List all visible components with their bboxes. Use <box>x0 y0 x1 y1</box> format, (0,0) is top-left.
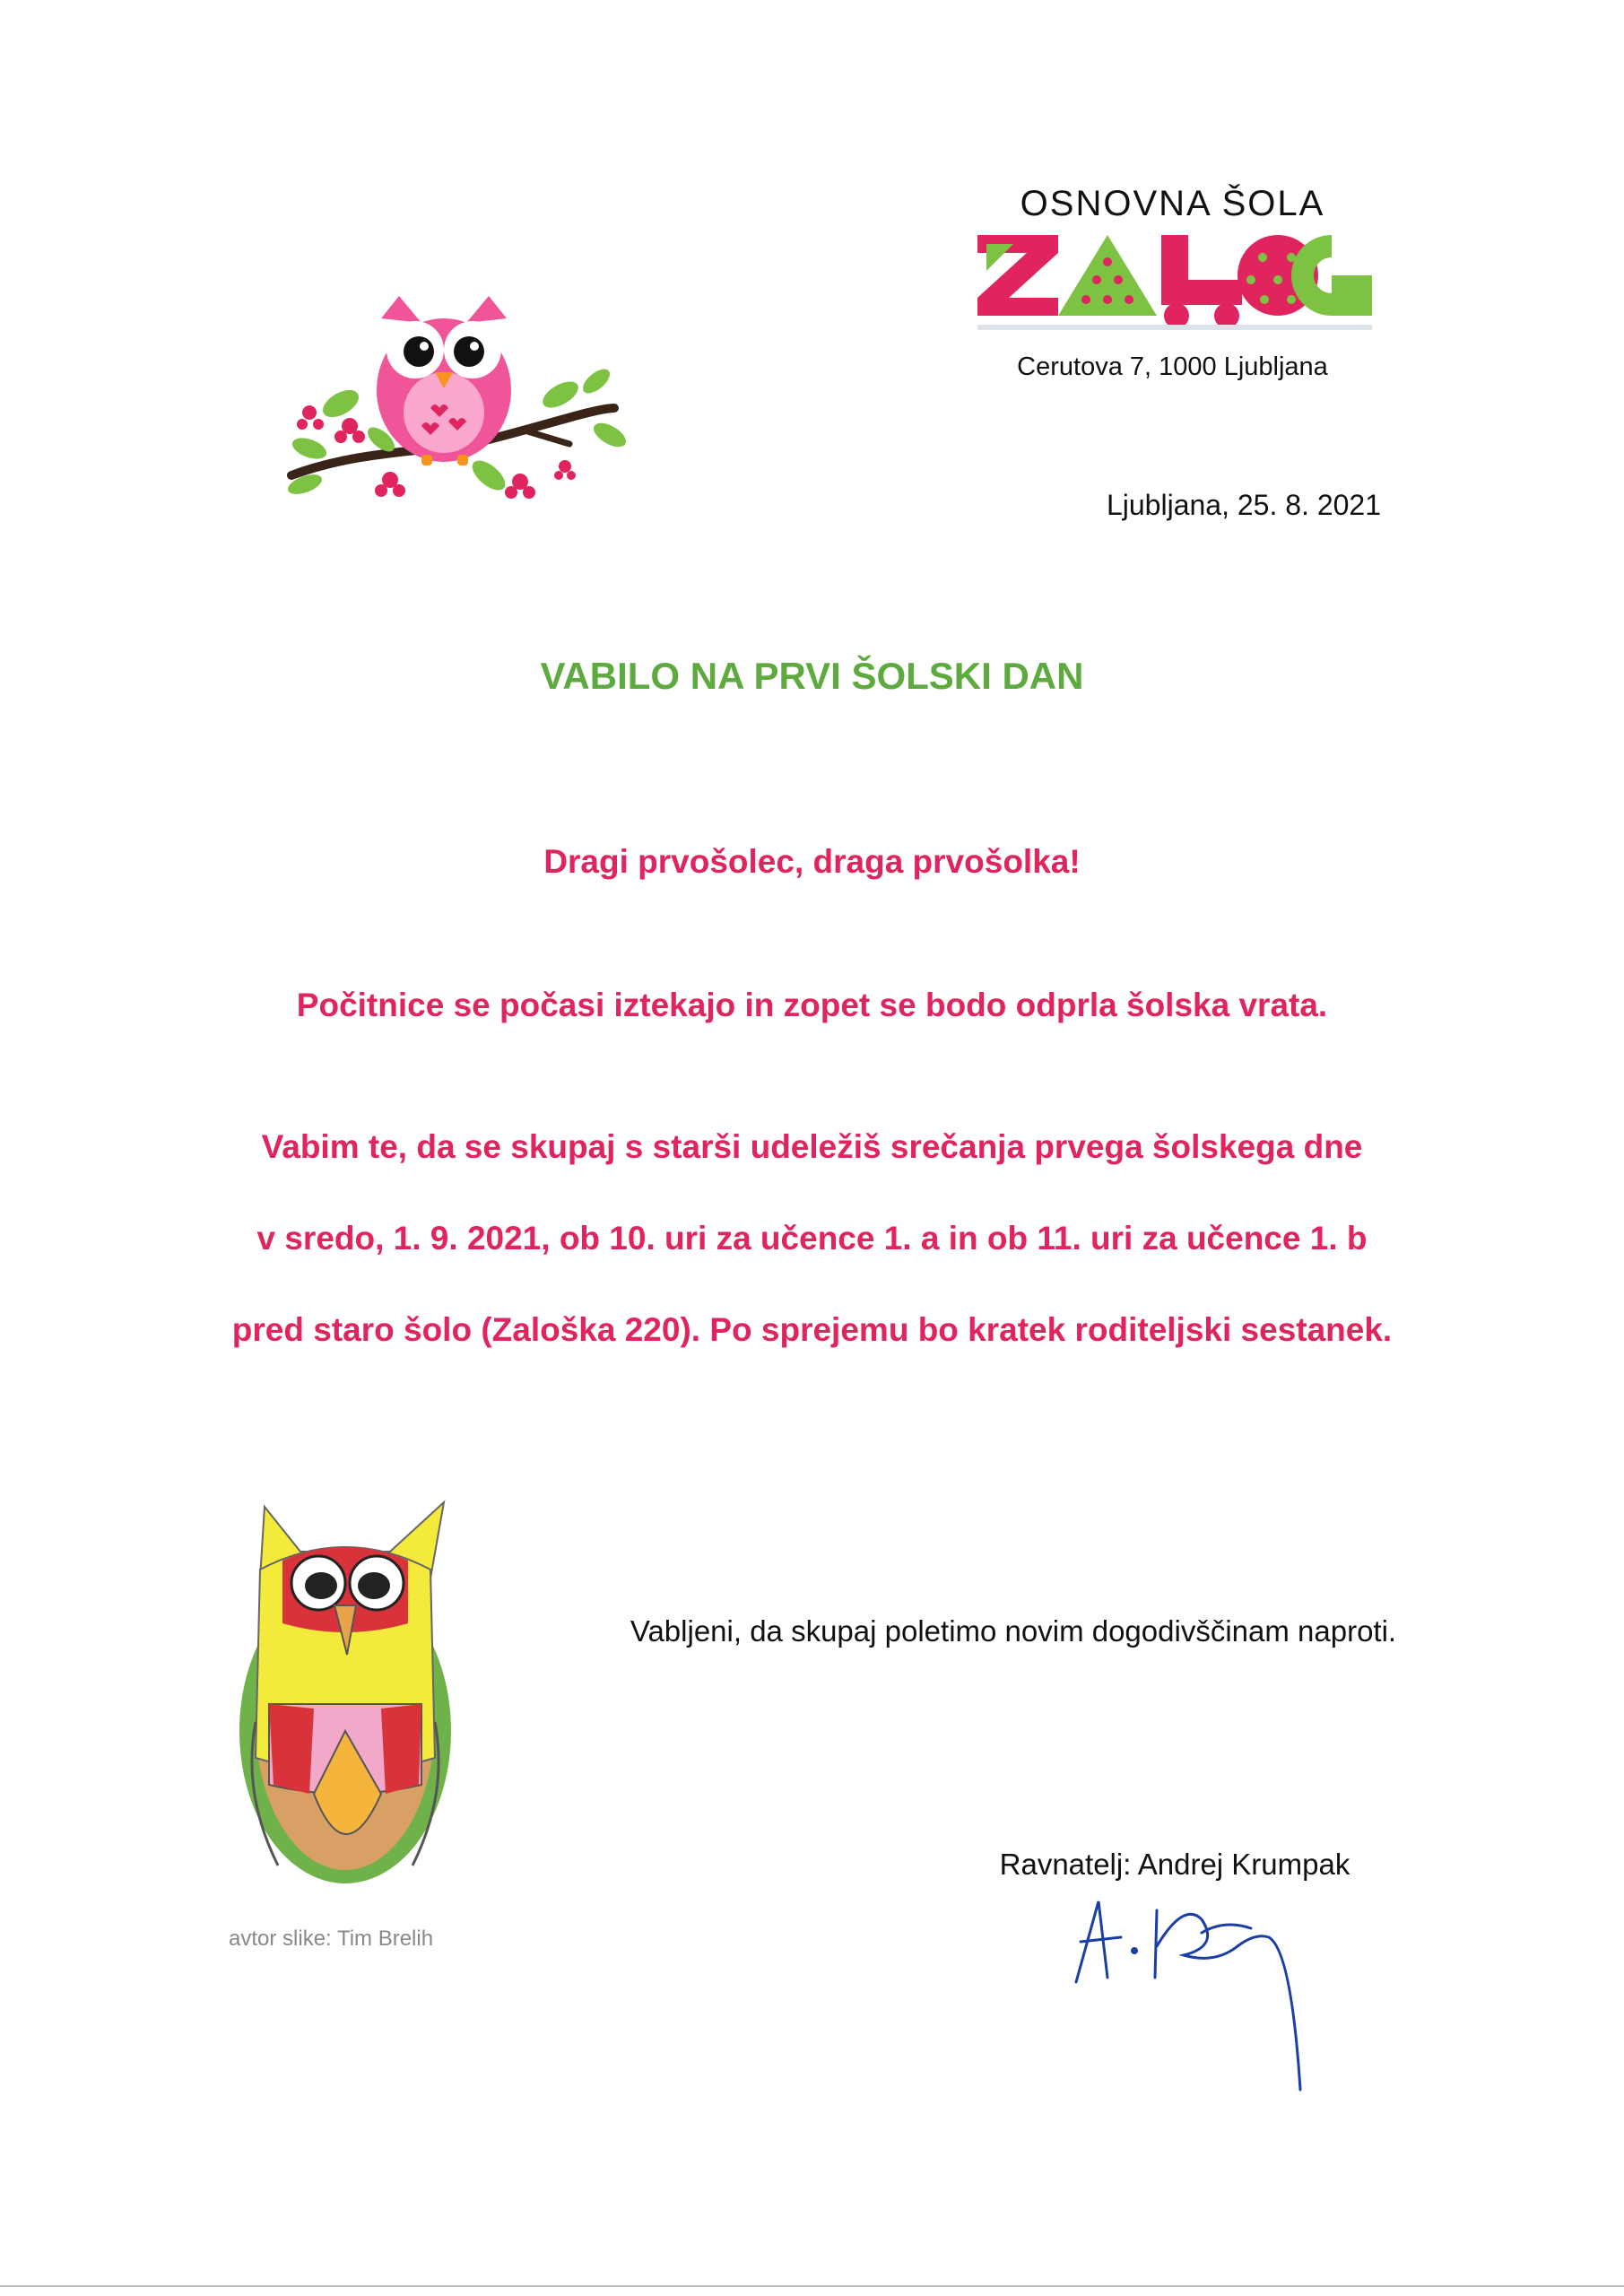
director-name: Ravnatelj: Andrej Krumpak <box>999 1848 1350 1881</box>
greeting: Dragi prvošolec, draga prvošolka! <box>543 843 1081 880</box>
paragraph-vacation: Počitnice se počasi iztekajo in zopet se bodo odprla šolska vrata. <box>296 987 1328 1023</box>
paragraph-invite-line-3: pred staro šolo (Zaloška 220). Po sprejemu bo kratek roditeljski sestanek. <box>231 1311 1393 1348</box>
school-logo-title: OSNOVNA ŠOLA <box>1020 184 1325 223</box>
hand-drawn-owl-illustration <box>229 1498 462 1901</box>
page-bottom-rule <box>0 2285 1624 2287</box>
school-logo-mark <box>977 235 1372 334</box>
invitation-title: VABILO NA PRVI ŠOLSKI DAN <box>540 655 1084 697</box>
owl-on-branch-illustration <box>256 283 650 507</box>
paragraph-invite-line-1: Vabim te, da se skupaj s starši udeležiš srečanja prvega šolskega dne <box>261 1128 1363 1165</box>
closing-sentence: Vabljeni, da skupaj poletimo novim dogodivščinam naproti. <box>630 1614 1397 1648</box>
paragraph-invite-line-2: v sredo, 1. 9. 2021, ob 10. uri za učence 1. a in ob 11. uri za učence 1. b <box>256 1220 1368 1257</box>
director-signature <box>1058 1883 1327 2117</box>
image-credit: avtor slike: Tim Brelih <box>229 1926 434 1951</box>
letter-date: Ljubljana, 25. 8. 2021 <box>1106 489 1381 521</box>
school-address: Cerutova 7, 1000 Ljubljana <box>1017 352 1328 381</box>
